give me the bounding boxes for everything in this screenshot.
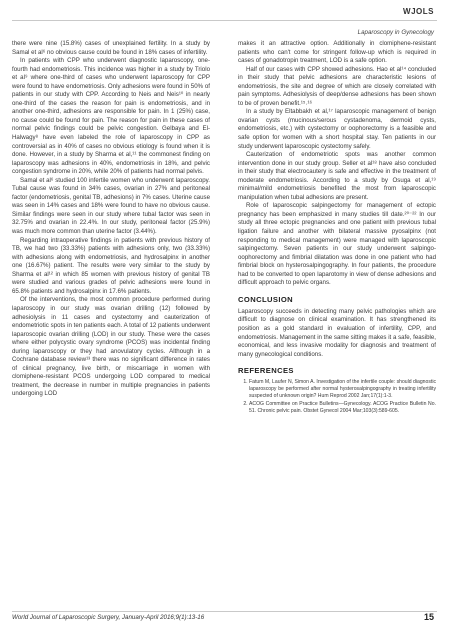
paragraph: Half of our cases with CPP showed adhesions. Hao et al¹⁴ concluded in their study that pelvic adhesions are characteristic lesions of endometriosis, the site and degree of which are closely correlated with pain symptoms. Adhesiolysis of deep/dense adhesions has been shown to be of proven benefit.¹⁵˒¹⁶: [238, 65, 436, 107]
paragraph: Of the interventions, the most common procedure performed during laparoscopy in our study was ovarian drilling (12) followed by adhesiolysis in 11 cases and cystectomy and cauterization of endometriotic spots in ten patients each. A total of 12 patients underwent laparoscopic ovarian drilling (LOD) in our study. These were the cases where either polycystic ovary syndrome (PCOS) was incidental finding during laparoscopy or they had anovulatory cycles. Although in a Cochrane database review¹³ there was no significant difference in rates of clinical pregnancy, live birth, or miscarriage in women with clomiphene-resistant PCOS undergoing LOD compared to medical treatment, the decrease in number in multiple pregnancies in patients undergoing LOD: [12, 296, 210, 398]
reference-item: 2. ACOG Committee on Practice Bulletins—Gynecology. ACOG Practice Bulletin No. 51. Chronic pelvic pain. Obstet Gynecol 2004 Mar;103(3):589-605.: [249, 401, 436, 415]
paragraph: Role of laparoscopic salpingectomy for management of ectopic pregnancy has been emphasized in many studies till date.²⁰⁻²² In our study all three ectopic pregnancies and one patient with previous tubal ligation failure and another with bilateral massive pyosalpinx (not responding to medical management) were managed with laparoscopic salpingectomy. Seven patients in our study underwent salpingo-oophorectomy and fimbrial dilatation was done in one patient who had fimbrial block on hysterosalpingography. In four patients, the procedure had to be converted to open laparotomy in view of dense adhesions and difficult approach to pelvic organs.: [238, 202, 436, 287]
paragraph: Cauterization of endometriotic spots was another common intervention done in our study group. Seller et al¹⁸ have also concluded in their study that electrocautery is safe and effective in the treatment of moderate endometriosis. According to a study by Osuga et al,¹⁹ minimal/mild endometriosis benefited the most from laparoscopic manipulation when tubal adhesions are present.: [238, 151, 436, 201]
paragraph: makes it an attractive option. Additionally in clomiphene-resistant patients who can't come for stringent follow-up which is required in cases of gonadotropin treatment, LOD is a safe option.: [238, 40, 436, 65]
footer-rule: [12, 611, 437, 612]
paragraph: there were nine (15.8%) cases of unexplained fertility. In a study by Samal et al⁶ no obvious cause could be found in 18% cases of infertility.: [12, 40, 210, 56]
reference-item: 1. Fatum M, Laufer N, Simon A. Investigation of the infertile couple: should diagnostic laparoscopy be performed after normal hysterosalpingography in treating infertility suspected of unknown origin? Hum Reprod 2002 Jan;17(1):1-3.: [249, 379, 436, 400]
conclusion-paragraph: Laparoscopy succeeds in detecting many pelvic pathologies which are difficult to diagnose on clinical examination. It has strengthened its position as a gold standard in evaluation of infertility, CPP, and endometriosis. Management in the same sitting makes it a safe, feasible, economical, and less invasive modality for diagnosis and treatment of many gynecological conditions.: [238, 307, 436, 358]
conclusion-heading: CONCLUSION: [238, 294, 294, 304]
reference-list: [238, 379, 436, 415]
journal-brand: WJOLS: [403, 7, 434, 16]
page-number: 15: [423, 612, 434, 622]
left-column: [12, 40, 210, 399]
header-rule: [12, 20, 437, 21]
paragraph: In a study by Eltabbakh et al,¹⁷ laparoscopic management of benign ovarian cysts (mucinous/serous cystadenoma, dermoid cysts, endometriosis, etc.) with cystectomy or oophorectomy is a feasible and safe option for women with a short hospital stay. Ten patients in our study underwent laparoscopic cystectomy safely.: [238, 108, 436, 150]
footer-citation: World Journal of Laparoscopic Surgery, January-April 2016;9(1):13-16: [12, 614, 205, 621]
right-column: [238, 40, 436, 416]
section-title: Laparoscopy in Gynecology: [357, 29, 434, 36]
paragraph: Samal et al⁶ studied 100 infertile women who underwent laparoscopy. Tubal cause was found in 34% cases, ovarian in 27% and peritoneal factor (endometriosis, genital TB, adhesions) in 7% cases. Uterine cause was seen in 14% cases and 18% were found to have no obvious cause. Similar findings were seen in our study where tubal factor was seen in 32.75% and ovarian in 22.4%. In our study, peritoneal factor (25.9%) was much more common than uterine factor (3.44%).: [12, 176, 210, 236]
references-heading: REFERENCES: [238, 366, 294, 376]
paragraph: In patients with CPP who underwent diagnostic laparoscopy, one-fourth had endometriosis. This incidence was higher in a study by Triolo et al⁹ where one-third of cases who underwent laparoscopy for CPP were found to have endometriosis. Only adhesions were found in 50% of patients in our study with CPP. According to Neis and Neis¹⁰ in nearly one-third of the cases the reason for pain is endometriosis, and in another one-third, adhesions are responsible for pain. In 1 (25%) case, no cause could be found for pain. The reason for pain in these cases of normal pelvic findings could be pelvic congestion. Gelbaya and El-Halwagy⁸ have even labeled the role of laparoscopy in CPP as controversial as in 40% of cases no obvious etiology is found when it is done. However, in a study by Sharma et al,¹¹ the commonest finding on laparoscopy was adhesions in 40%, endometriosis in 18%, and pelvic congestion syndrome in 20%, while 20% of patients had normal pelvis.: [12, 57, 210, 176]
paragraph: Regarding intraoperative findings in patients with previous history of TB, we had two (33.33%) patients with adhesions only, two (33.33%) with adhesions along with endometriosis, and hydrosalpinx in another one (16.67%) patient. The results were very similar to the study by Sharma et al¹² in which 85 women with previous history of genital TB were studied and various grades of pelvic adhesions were found in 65.8% patients and hydrosalpinx in 17.6% patients.: [12, 236, 210, 295]
